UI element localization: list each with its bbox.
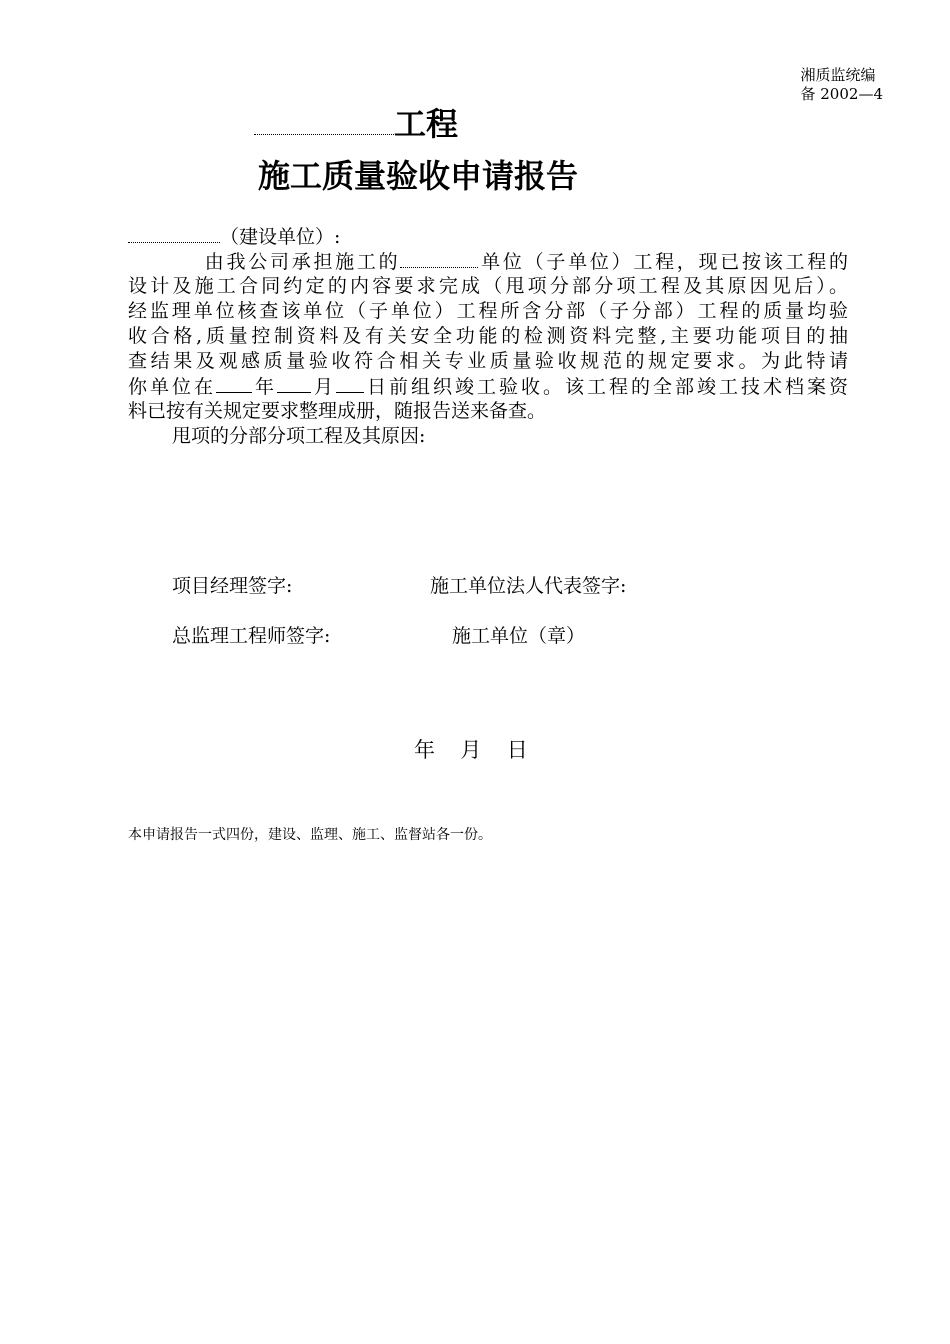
body-line-1	[128, 249, 848, 274]
body-line-6	[128, 374, 848, 399]
date-line: 年 月 日	[414, 738, 532, 762]
year-label: 年	[252, 376, 277, 398]
chief-supervisor-signature-label: 总监理工程师签字:	[172, 625, 331, 647]
month-blank[interactable]	[277, 374, 311, 393]
body-line-8	[128, 424, 848, 449]
form-code-line1: 湘质监统编	[800, 66, 876, 84]
client-name-blank[interactable]	[128, 224, 220, 243]
application-body	[128, 224, 848, 449]
footer-note: 本申请报告一式四份，建设、监理、施工、监督站各一份。	[128, 827, 492, 843]
contractor-seal-label: 施工单位（章）	[452, 625, 586, 647]
day-blank[interactable]	[336, 374, 364, 393]
page-title: 施工质量验收申请报告	[258, 157, 579, 195]
body-line-4: 收合格,质量控制资料及有关安全功能的检测资料完整,主要功能项目的抽	[128, 325, 848, 347]
addressee-line	[128, 224, 848, 249]
form-code-line2: 备 2002—4	[800, 85, 883, 103]
unit-project-blank[interactable]	[400, 249, 478, 268]
addressee-label: （建设单位）:	[220, 226, 341, 248]
project-title	[254, 103, 458, 145]
legal-rep-signature-label: 施工单位法人代表签字:	[430, 575, 627, 597]
body-line-6a: 你单位在	[128, 376, 216, 398]
body-line-3: 经监理单位核查该单位（子单位）工程所含分部（子分部）工程的质量均验	[128, 300, 848, 322]
omitted-items-label: 甩项的分部分项工程及其原因:	[172, 425, 426, 447]
body-line-5: 查结果及观感质量验收符合相关专业质量验收规范的规定要求。为此特请	[128, 350, 848, 372]
project-name-blank[interactable]	[254, 104, 394, 135]
body-line-6b: 日前组织竣工验收。该工程的全部竣工技术档案资	[364, 376, 848, 398]
month-label: 月	[311, 376, 336, 398]
pm-signature-label: 项目经理签字:	[172, 575, 293, 597]
body-line-1b: 单位（子单位）工程，现已按该工程的	[478, 251, 848, 273]
body-line-2: 设计及施工合同约定的内容要求完成（甩项分部分项工程及其原因见后）。	[128, 275, 848, 297]
form-code	[801, 66, 884, 104]
body-line-7: 料已按有关规定要求整理成册，随报告送来备查。	[128, 400, 547, 422]
body-line-1a: 由我公司承担施工的	[202, 251, 401, 273]
project-title-suffix: 工程	[394, 105, 459, 143]
year-blank[interactable]	[216, 374, 252, 393]
